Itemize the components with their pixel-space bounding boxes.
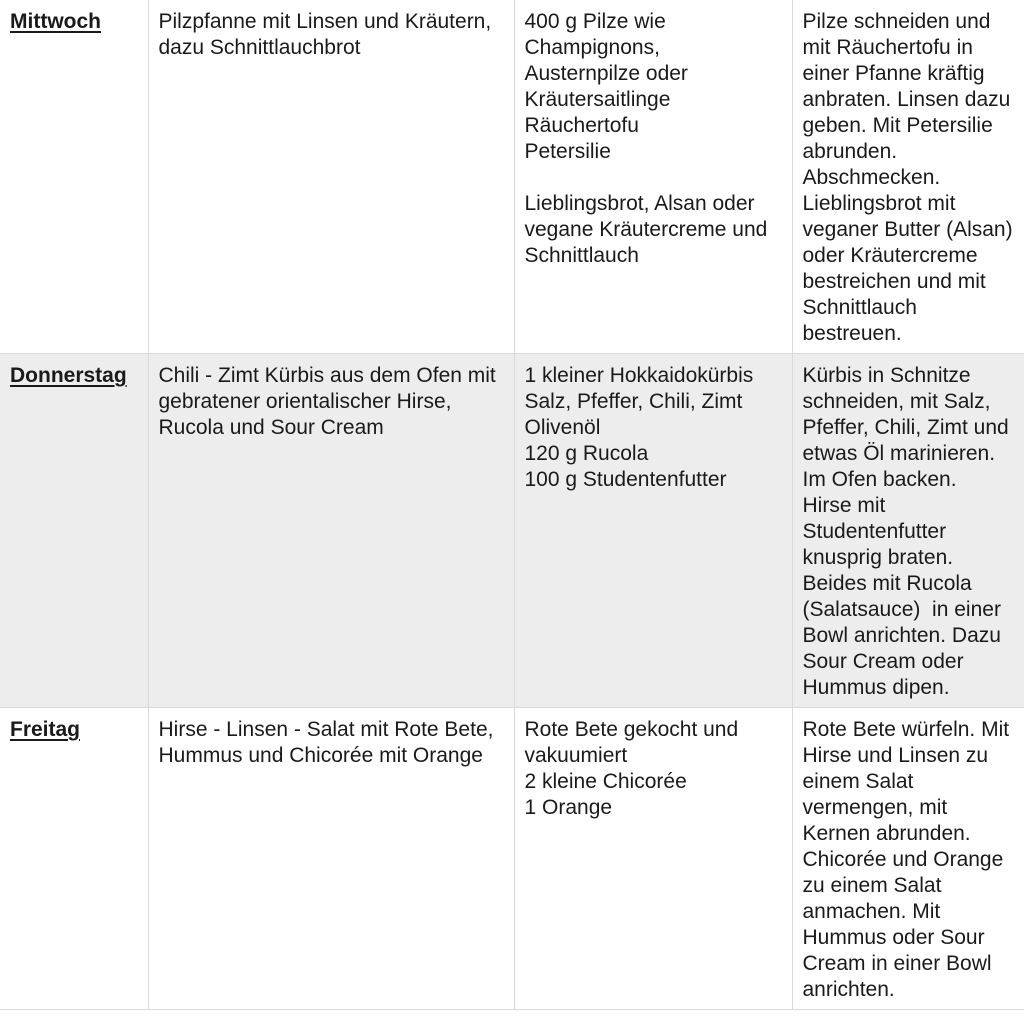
instruction-line: Bowl anrichten. Dazu [802, 624, 1001, 647]
instruction-line: anbraten. Linsen dazu [802, 88, 1011, 111]
day-cell [0, 354, 148, 708]
instruction-line: schneiden, mit Salz, [802, 390, 991, 413]
dish-cell [148, 354, 514, 708]
ingredient-line: Räuchertofu [524, 114, 639, 137]
instruction-line: bestreichen und mit [802, 270, 986, 293]
ingredient-line: Olivenöl [524, 416, 601, 439]
day-label: Donnerstag [10, 364, 127, 387]
instruction-line: anrichten. [802, 978, 895, 1001]
instruction-line: Kernen abrunden. [802, 822, 971, 845]
ingredients-cell [514, 354, 792, 708]
day-label: Freitag [10, 718, 81, 741]
instruction-line: Pfeffer, Chili, Zimt und [802, 416, 1009, 439]
ingredient-line: 400 g Pilze wie [524, 10, 666, 33]
instruction-line: Sour Cream oder [802, 650, 964, 673]
instruction-line: (Salatsauce) in einer [802, 598, 1001, 621]
instruction-line: etwas Öl marinieren. [802, 442, 996, 465]
ingredient-line: Rote Bete gekocht und [524, 718, 739, 741]
ingredients-cell [514, 708, 792, 1010]
dish-text: Hirse - Linsen - Salat mit Rote Bete, Hummus und Chicorée mit Orange [158, 718, 494, 767]
instruction-line: oder Kräutercreme [802, 244, 978, 267]
instruction-line: knusprig braten. [802, 546, 954, 569]
instructions-cell [792, 708, 1024, 1010]
ingredient-line: Schnittlauch [524, 244, 639, 267]
instruction-line: Abschmecken. [802, 166, 941, 189]
ingredients-cell [514, 0, 792, 354]
ingredient-line: Salz, Pfeffer, Chili, Zimt [524, 390, 743, 413]
instruction-line: Chicorée und Orange [802, 848, 1004, 871]
instruction-line: Hirse mit [802, 494, 886, 517]
instruction-line: Schnittlauch [802, 296, 917, 319]
ingredient-line: Kräutersaitlinge [524, 88, 671, 111]
instruction-line: Pilze schneiden und [802, 10, 991, 33]
day-cell [0, 0, 148, 354]
table-row [0, 0, 1024, 354]
ingredient-line: Austernpilze oder [524, 62, 688, 85]
instruction-line: Studentenfutter [802, 520, 947, 543]
instruction-line: Lieblingsbrot mit [802, 192, 956, 215]
ingredient-line: 120 g Rucola [524, 442, 649, 465]
instruction-line: zu einem Salat [802, 874, 942, 897]
instruction-line: geben. Mit Petersilie [802, 114, 993, 137]
instructions-cell [792, 354, 1024, 708]
instruction-line: Cream in einer Bowl [802, 952, 992, 975]
instruction-line: anmachen. Mit [802, 900, 941, 923]
instruction-line: vermengen, mit [802, 796, 948, 819]
ingredient-line: 1 Orange [524, 796, 613, 819]
day-cell [0, 708, 148, 1010]
instruction-line: Rote Bete würfeln. Mit [802, 718, 1010, 741]
instruction-line: mit Räuchertofu in [802, 36, 973, 59]
ingredient-line: 2 kleine Chicorée [524, 770, 687, 793]
day-label: Mittwoch [10, 10, 101, 33]
instruction-line: Kürbis in Schnitze [802, 364, 971, 387]
instruction-line: Hirse und Linsen zu [802, 744, 989, 767]
instruction-line: einer Pfanne kräftig [802, 62, 985, 85]
ingredient-line: Champignons, [524, 36, 660, 59]
ingredient-line [525, 165, 782, 191]
dish-text: Pilzpfanne mit Linsen und Kräutern, dazu Schnittlauchbrot [158, 10, 492, 59]
ingredient-line: 1 kleiner Hokkaidokürbis [524, 364, 754, 387]
dish-text: Chili - Zimt Kürbis aus dem Ofen mit gebratener orientalischer Hirse, Rucola und Sour Cream [158, 364, 496, 439]
table-row [0, 354, 1024, 708]
table-row [0, 708, 1024, 1010]
ingredient-line: Petersilie [524, 140, 611, 163]
instruction-line: abrunden. [802, 140, 898, 163]
instruction-line: Im Ofen backen. [802, 468, 957, 491]
instruction-line: bestreuen. [802, 322, 902, 345]
ingredient-line: vakuumiert [524, 744, 628, 767]
dish-cell [148, 708, 514, 1010]
ingredient-line: Lieblingsbrot, Alsan oder [524, 192, 755, 215]
instruction-line: Hummus oder Sour [802, 926, 985, 949]
instruction-line: Beides mit Rucola [802, 572, 972, 595]
ingredient-line: 100 g Studentenfutter [524, 468, 727, 491]
ingredient-line: vegane Kräutercreme und [524, 218, 768, 241]
instruction-line: einem Salat [802, 770, 914, 793]
instruction-line: veganer Butter (Alsan) [802, 218, 1013, 241]
instructions-cell [792, 0, 1024, 354]
instruction-line: Hummus dipen. [802, 676, 950, 699]
dish-cell [148, 0, 514, 354]
